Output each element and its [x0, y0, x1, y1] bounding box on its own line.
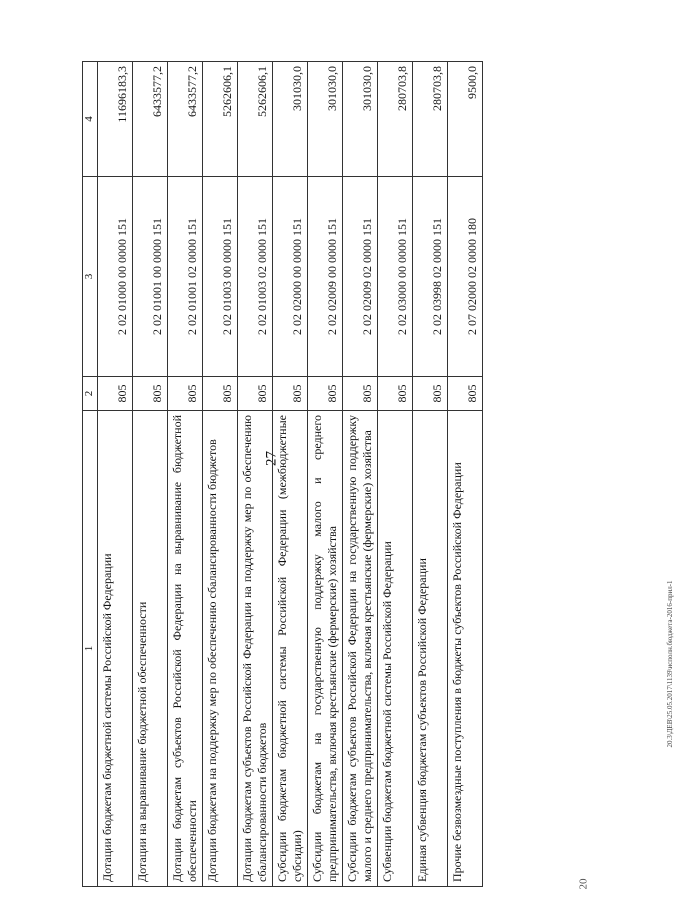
row-amount: 6433577,2: [167, 62, 202, 177]
row-name: Дотации бюджетам бюджетной системы Российской Федерации: [97, 411, 132, 887]
table-row: [202, 62, 237, 887]
row-admin-code: 805: [412, 377, 447, 411]
row-name: Прочие безвозмездные поступления в бюджеты субъектов Российской Федерации: [447, 411, 482, 887]
row-name: Дотации бюджетам на поддержку мер по обеспечению сбалансированности бюджетов: [202, 411, 237, 887]
table-row: [377, 62, 412, 887]
row-amount: 5262606,1: [237, 62, 272, 177]
row-budget-code: 2 07 02000 02 0000 180: [447, 177, 482, 377]
revenue-table: [82, 61, 483, 887]
page-number: 27: [263, 451, 280, 466]
row-admin-code: 805: [342, 377, 377, 411]
row-budget-code: 2 02 01001 02 0000 151: [167, 177, 202, 377]
column-header-2: 2: [83, 377, 98, 411]
row-amount: 280703,8: [412, 62, 447, 177]
column-header-1: 1: [83, 411, 98, 887]
row-name: Дотации бюджетам субъектов Российской Федерации на поддержку мер по обеспечению сбалансированности бюджетов: [237, 411, 272, 887]
table-row: [132, 62, 167, 887]
row-amount: 301030,0: [272, 62, 307, 177]
row-budget-code: 2 02 01003 02 0000 151: [237, 177, 272, 377]
row-admin-code: 805: [377, 377, 412, 411]
table-wrapper: [82, 62, 562, 887]
row-name: Субсидии бюджетам субъектов Российской Федерации на государственную поддержку малого и среднего предпринимательства, включая крестьянские (фермерские) хозяйства: [342, 411, 377, 887]
table-header-row: [83, 62, 98, 887]
table-row: [447, 62, 482, 887]
row-budget-code: 2 02 01003 00 0000 151: [202, 177, 237, 377]
corner-mark: 20: [577, 878, 590, 890]
table-row: [412, 62, 447, 887]
rotated-table-area: [82, 62, 562, 887]
row-budget-code: 2 02 01001 00 0000 151: [132, 177, 167, 377]
row-amount: 280703,8: [377, 62, 412, 177]
row-name: Субсидии бюджетам на государственную поддержку малого и среднего предпринимательства, включая крестьянские (фермерские) хозяйства: [307, 411, 342, 887]
column-header-4: 4: [83, 62, 98, 177]
row-budget-code: 2 02 01000 00 0000 151: [97, 177, 132, 377]
table-row: [342, 62, 377, 887]
row-admin-code: 805: [447, 377, 482, 411]
table-row: [97, 62, 132, 887]
table-row: [167, 62, 202, 887]
footer-path: 20.3\ДЕВ\25.05.2017\1139\исполн.бюджета-2016-прил-1: [666, 580, 674, 748]
row-admin-code: 805: [237, 377, 272, 411]
row-amount: 301030,0: [307, 62, 342, 177]
row-budget-code: 2 02 03000 00 0000 151: [377, 177, 412, 377]
row-admin-code: 805: [272, 377, 307, 411]
table-row: [237, 62, 272, 887]
row-budget-code: 2 02 03998 02 0000 151: [412, 177, 447, 377]
row-amount: 5262606,1: [202, 62, 237, 177]
row-budget-code: 2 02 02000 00 0000 151: [272, 177, 307, 377]
row-name: Субвенции бюджетам бюджетной системы Российской Федерации: [377, 411, 412, 887]
row-admin-code: 805: [202, 377, 237, 411]
row-budget-code: 2 02 02009 00 0000 151: [307, 177, 342, 377]
table-row: [307, 62, 342, 887]
row-admin-code: 805: [97, 377, 132, 411]
row-name: Дотации бюджетам субъектов Российской Федерации на выравнивание бюджетной обеспеченности: [167, 411, 202, 887]
row-admin-code: 805: [167, 377, 202, 411]
row-admin-code: 805: [132, 377, 167, 411]
row-amount: 11696183,3: [97, 62, 132, 177]
row-name: Единая субвенция бюджетам субъектов Российской Федерации: [412, 411, 447, 887]
row-admin-code: 805: [307, 377, 342, 411]
row-name: Дотации на выравнивание бюджетной обеспеченности: [132, 411, 167, 887]
column-header-3: 3: [83, 177, 98, 377]
row-amount: 6433577,2: [132, 62, 167, 177]
row-budget-code: 2 02 02009 02 0000 151: [342, 177, 377, 377]
row-amount: 301030,0: [342, 62, 377, 177]
table-row: [272, 62, 307, 887]
row-name: Субсидии бюджетам бюджетной системы Российской Федерации (межбюджетные субсидии): [272, 411, 307, 887]
table-body: [97, 62, 482, 887]
row-amount: 9500,0: [447, 62, 482, 177]
